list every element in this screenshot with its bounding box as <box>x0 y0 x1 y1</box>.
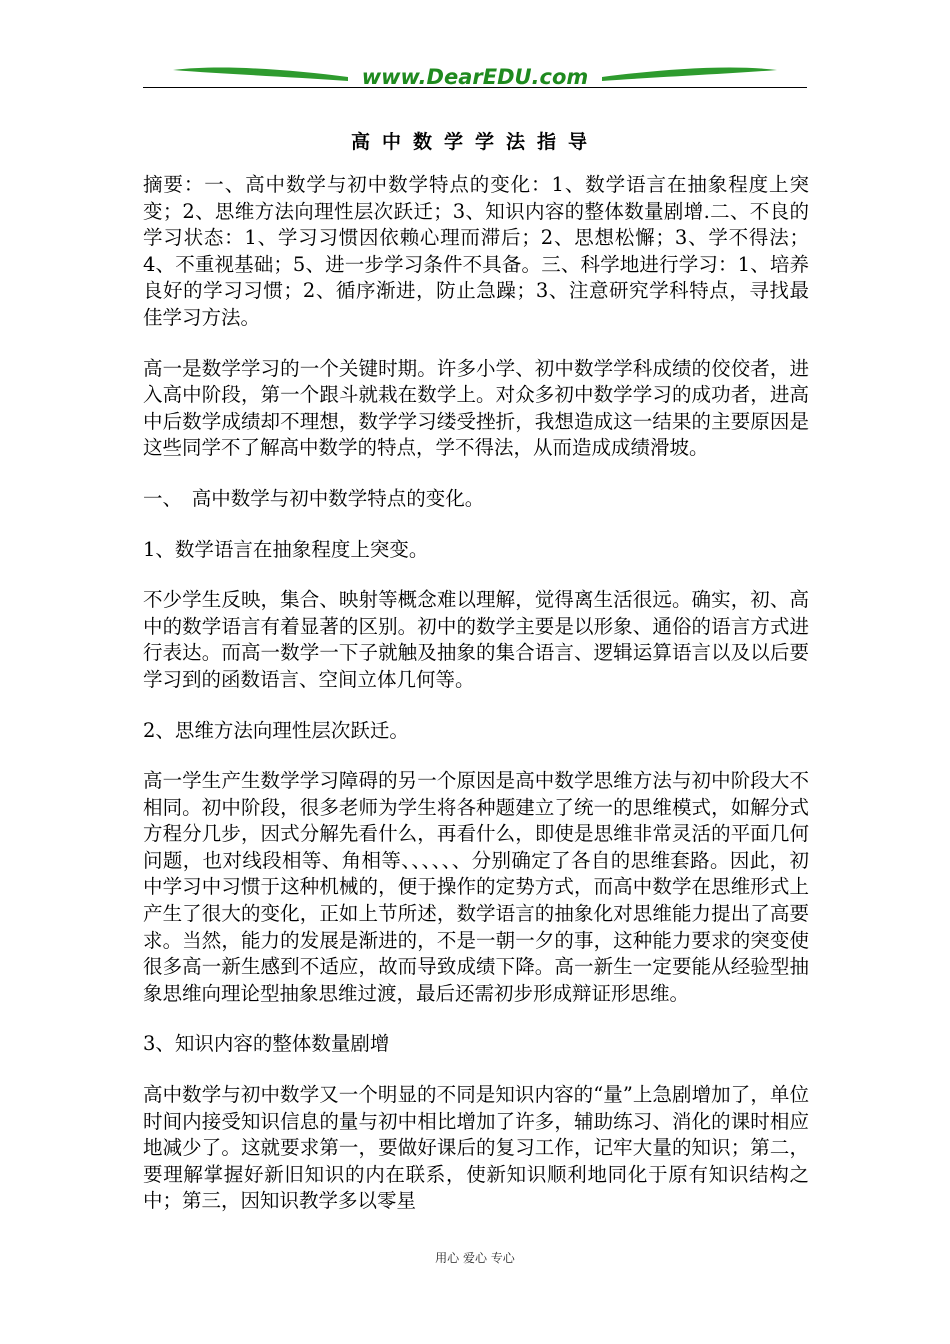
intro-paragraph: 高一是数学学习的一个关键时期。许多小学、初中数学学科成绩的佼佼者，进入高中阶段，第一个跟斗就栽在数学上。对众多初中数学学习的成功者，进高中后数学成绩却不理想，数学学习缕受挫折，我想造成这一结果的主要原因是这些同学不了解高中数学的特点，学不得法，从而造成成绩滑坡。 <box>143 356 809 460</box>
site-logo-text[interactable]: www.DearEDU.com <box>361 65 589 89</box>
body-paragraph: 不少学生反映，集合、映射等概念难以理解，觉得离生活很远。确实，初、高中的数学语言有着显著的区别。初中的数学主要是以形象、通俗的语言方式进行表达。而高一数学一下子就触及抽象的集合语言、逻辑运算语言以及以后要学习到的函数语言、空间立体几何等。 <box>143 588 809 691</box>
section-heading-1: 一、 高中数学与初中数学特点的变化。 <box>143 486 485 510</box>
document-body <box>143 172 809 1239</box>
body-paragraph: 高中数学与初中数学又一个明显的不同是知识内容的“量”上急剧增加了，单位时间内接受知识信息的量与初中相比增加了许多，辅助练习、消化的课时相应地减少了。这就要求第一，要做好课后的复习工作，记牢大量的知识；第二，要理解掌握好新旧知识的内在联系，使新知识顺利地同化于原有知识结构之中；第三，因知识教学多以零星 <box>143 1083 809 1213</box>
document-title: 高中数学学法指导 <box>350 131 599 153</box>
subsection-heading-3: 3、知识内容的整体数量剧增 <box>143 1032 390 1056</box>
page-footer: 用心 爱心 专心 <box>435 1251 515 1265</box>
body-paragraph: 高一学生产生数学学习障碍的另一个原因是高中数学思维方法与初中阶段大不相同。初中阶段，很多老师为学生将各种题建立了统一的思维模式，如解分式方程分几步，因式分解先看什么，再看什么，即使是思维非常灵活的平面几何问题，也对线段相等、角相等、、、、、、分别确定了各自的思维套路。因此，初中学习中习惯于这种机械的，便于操作的定势方式，而高中数学在思维形式上产生了很大的变化，正如上节所述，数学语言的抽象化对思维能力提出了高要求。当然，能力的发展是渐进的，不是一朝一夕的事，这种能力要求的突变使很多高一新生感到不适应，故而导致成绩下降。高一新生一定要能从经验型抽象思维向理论型抽象思维过渡，最后还需初步形成辩证形思维。 <box>143 769 809 1005</box>
subsection-heading-2: 2、思维方法向理性层次跃迁。 <box>143 718 409 742</box>
site-header <box>143 60 807 94</box>
abstract-paragraph: 摘要：一、高中数学与初中数学特点的变化：1、数学语言在抽象程度上突变；2、思维方法向理性层次跃迁；3、知识内容的整体数量剧增.二、不良的学习状态：1、学习习惯因依赖心理而滞后；2、思想松懈；3、学不得法；4、不重视基础；5、进一步学习条件不具备。三、科学地进行学习：1、培养良好的学习习惯；2、循序渐进，防止急躁；3、注意研究学科特点，寻找最佳学习方法。 <box>143 173 809 329</box>
subsection-heading-1: 1、数学语言在抽象程度上突变。 <box>143 537 429 561</box>
header-divider <box>143 87 807 88</box>
